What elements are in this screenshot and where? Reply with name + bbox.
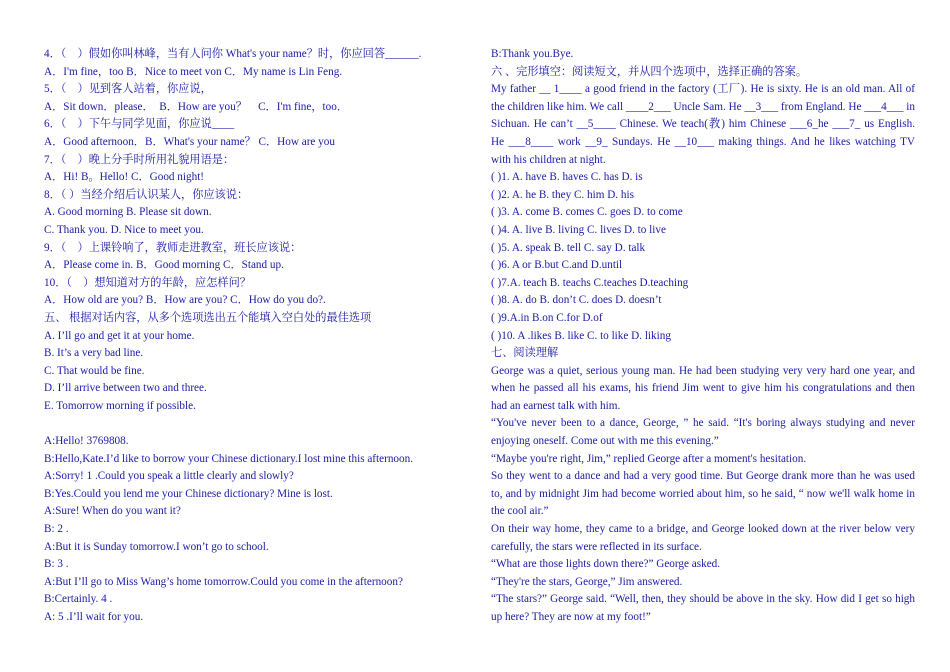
question-4: 4．（ ）假如你叫林峰，当有人问你 What's your name？时，你应回答______.: [44, 48, 422, 60]
cloze-option: ( )4. A. live B. living C. lives D. to live: [491, 223, 666, 236]
question-5: 5．（ ）见到客人站着，你应说，: [44, 83, 212, 96]
question-4-options: A．I'm fine，too B．Nice to meet von C．My name is Lin Feng.: [44, 65, 343, 78]
question-5-options: A．Sit down．please． B．How are you？ C．I'm fine，too．: [44, 100, 349, 113]
question-9-options: A．Please come in. B．Good morning C．Stand up.: [44, 259, 284, 272]
section-5-heading: 五、 根据对话内容，从多个选项选出五个能填入空白处的最佳选项: [44, 311, 372, 324]
choice-d: D. I’ll arrive between two and three.: [44, 382, 207, 395]
cloze-passage: My father __ 1____ a good friend in the factory (工厂). He is sixty. He is an old man. All of the children like him. We call ____2___ Uncle Sam. He __3___ from England. He ___4___ in Sichuan. He can’t __5____ Chinese. We teach(教) him Chinese ___6_he ___7_ us English. He ___8____ work __9_ Sundays. He __10___ making things. And he likes watching TV with his children at night.: [491, 83, 915, 166]
dialogue-line: A:Sorry! 1 .Could you speak a little clearly and slowly?: [44, 470, 294, 483]
left-column: [44, 46, 454, 627]
question-6-options: A．Good afternoon．B．What's your name？ C．How are you: [44, 135, 335, 148]
spacer: [44, 415, 454, 433]
dialogue-line: B:Yes.Could you lend me your Chinese dictionary? Mine is lost.: [44, 487, 333, 500]
cloze-option: ( )1. A. have B. haves C. has D. is: [491, 171, 643, 184]
cloze-option: ( )7.A. teach B. teachs C.teaches D.teaching: [491, 276, 689, 289]
dialogue-line: A:Sure! When do you want it?: [44, 505, 181, 518]
cloze-heading: 六 、完形填空：阅读短文，并从四个选项中，选择正确的答案。: [491, 65, 808, 78]
reading-paragraph: “What are those lights down there?” George asked.: [491, 558, 721, 571]
dialogue-line: A:But I’ll go to Miss Wang’s home tomorrow.Could you come in the afternoon?: [44, 575, 403, 588]
cloze-option: ( )2. A. he B. they C. him D. his: [491, 188, 634, 201]
question-10-options: A．How old are you? B．How are you? C．How do you do?.: [44, 294, 326, 307]
question-9: 9．（ ）上课铃响了，教师走进教室，班长应该说：: [44, 241, 302, 254]
choice-c: C. That would be fine.: [44, 364, 145, 377]
cloze-option: ( )3. A. come B. comes C. goes D. to come: [491, 206, 683, 219]
choice-e: E. Tomorrow morning if possible.: [44, 399, 196, 412]
cloze-option: ( )10. A .likes B. like C. to like D. liking: [491, 329, 671, 342]
dialogue-line: A:But it is Sunday tomorrow.I won’t go to school.: [44, 540, 269, 553]
cloze-option: ( )9.A.in B.on C.for D.of: [491, 311, 603, 324]
choice-a: A. I’ll go and get it at your home.: [44, 329, 195, 342]
reading-heading: 七、阅读理解: [491, 347, 559, 360]
question-7: 7．（ ）晚上分手时所用礼貌用语是：: [44, 153, 235, 166]
reading-paragraph: So they went to a dance and had a very good time. But George drank more than he was used to, and by midnight Jim had become worried about him, so he said, “ now we'll walk home in the cool air.”: [491, 470, 915, 518]
dialogue-line: B: 2 .: [44, 523, 69, 536]
reading-paragraph: “You've never been to a dance, George, ” he said. “It's boring always studying and never enjoying oneself. Come out with me this evening.”: [491, 417, 915, 448]
cloze-option: ( )8. A. do B. don’t C. does D. doesn’t: [491, 294, 662, 307]
dialogue-line: B:Certainly. 4 .: [44, 593, 113, 606]
reading-paragraph: “Maybe you're right, Jim,” replied George after a moment's hesitation.: [491, 452, 807, 465]
cloze-option: ( )5. A. speak B. tell C. say D. talk: [491, 241, 646, 254]
question-10: 10．（ ）想知道对方的年龄，应怎样问？: [44, 276, 251, 289]
cloze-option: ( )6. A or B.but C.and D.until: [491, 259, 623, 272]
question-6: 6．（ ）下午与同学见面，你应说____: [44, 118, 235, 131]
reading-paragraph: “They're the stars, George,” Jim answered.: [491, 575, 683, 588]
question-8-options-cd: C. Thank you. D. Nice to meet you.: [44, 223, 204, 236]
reading-paragraph: On their way home, they came to a bridge, and George looked down at the river below very carefully, the stars were reflected in its surface.: [491, 523, 915, 553]
choice-b: B. It’s a very bad line.: [44, 347, 144, 360]
dialogue-line: B: 3 .: [44, 558, 69, 571]
reading-paragraph: “The stars?” George said. “Well, then, they should be above in the sky. How did I get so high up here? They are now at my foot!”: [491, 593, 915, 623]
question-8-options-ab: A. Good morning B. Please sit down.: [44, 206, 212, 219]
reading-paragraph: George was a quiet, serious young man. He had been studying very very hard one year, and when he passed all his exams, his friend Jim went to give him his congratulations and then had an earnest talk with him.: [491, 364, 915, 412]
dialogue-line: B:Hello,Kate.I’d like to borrow your Chinese dictionary.I lost mine this afternoon.: [44, 452, 414, 465]
right-column: [491, 46, 915, 627]
question-8: 8．（ ）当经介绍后认识某人，你应该说：: [44, 188, 249, 201]
dialogue-line: A:Hello! 3769808.: [44, 435, 129, 448]
dialogue-closing: B:Thank you.Bye.: [491, 48, 574, 60]
dialogue-line: A: 5 .I’ll wait for you.: [44, 611, 144, 623]
question-7-options: A．Hi! B。Hello! C．Good night!: [44, 171, 205, 184]
